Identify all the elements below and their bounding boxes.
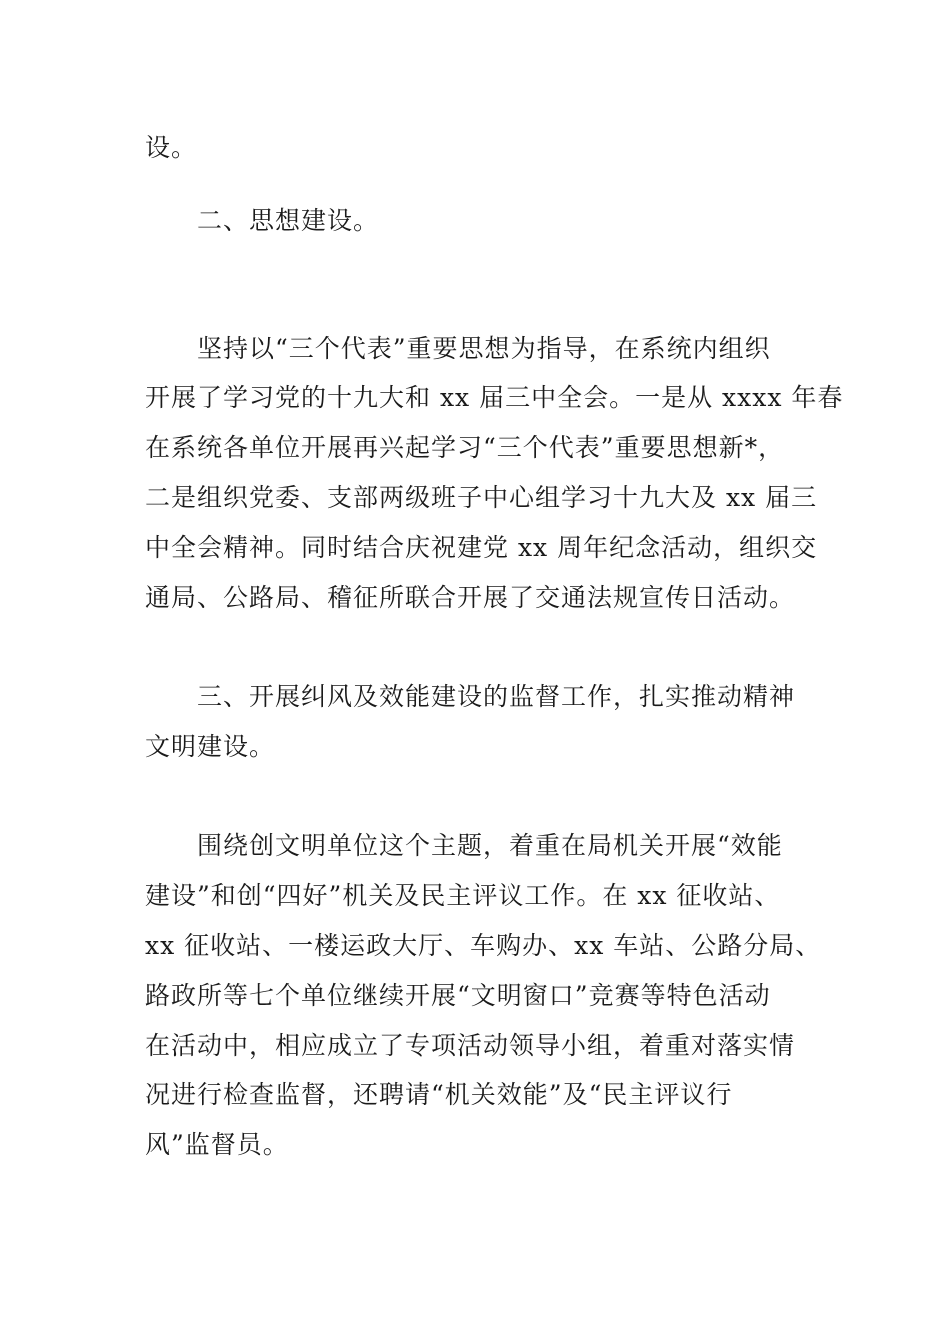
paragraph-line: 通局、公路局、稽征所联合开展了交通法规宣传日活动。 [145, 583, 796, 612]
paragraph-line: 建设”和创“四好”机关及民主评议工作。在 xx 征收站、 [145, 881, 781, 910]
section-heading-3: 三、开展纠风及效能建设的监督工作，扎实推动精神 [197, 682, 796, 711]
paragraph-line: 开展了学习党的十九大和 xx 届三中全会。一是从 xxxx 年春 [145, 383, 844, 412]
paragraph-line: 风”监督员。 [145, 1130, 289, 1159]
paragraph-line: 二是组织党委、支部两级班子中心组学习十九大及 xx 届三 [145, 483, 818, 512]
paragraph-line: 在系统各单位开展再兴起学习“三个代表”重要思想新*， [145, 433, 785, 462]
paragraph-line: 中全会精神。同时结合庆祝建党 xx 周年纪念活动，组织交 [145, 533, 818, 562]
section-heading-2: 二、思想建设。 [197, 206, 380, 235]
paragraph-line: 在活动中，相应成立了专项活动领导小组，着重对落实情 [145, 1031, 796, 1060]
paragraph-line: xx 征收站、一楼运政大厅、车购办、xx 车站、公路分局、 [145, 931, 822, 960]
paragraph-line: 坚持以“三个代表”重要思想为指导，在系统内组织 [197, 334, 771, 363]
paragraph-line: 况进行检查监督，还聘请“机关效能”及“民主评议行 [145, 1080, 733, 1109]
paragraph-line: 路政所等七个单位继续开展“文明窗口”竞赛等特色活动 [145, 981, 771, 1010]
paragraph-continuation-line: 设。 [145, 133, 198, 162]
paragraph-line: 围绕创文明单位这个主题，着重在局机关开展“效能 [197, 831, 783, 860]
section-heading-3-continuation: 文明建设。 [145, 732, 276, 761]
